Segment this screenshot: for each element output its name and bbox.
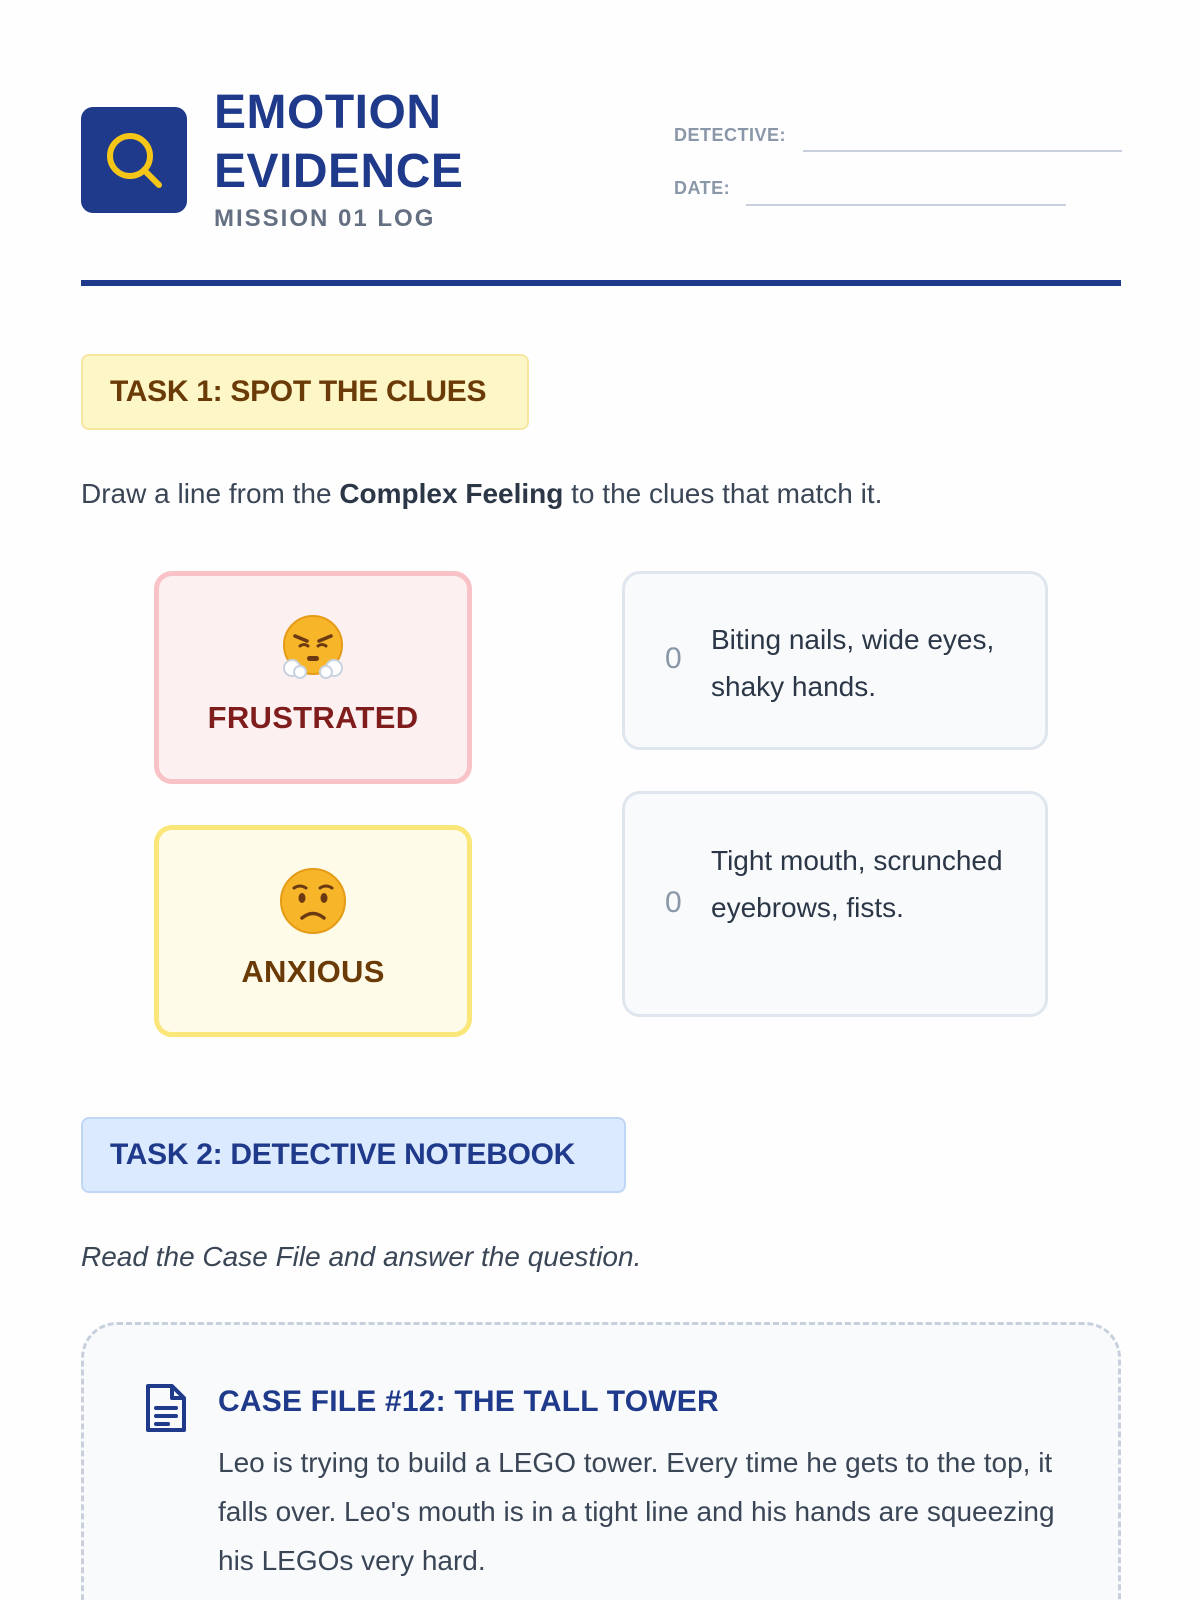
header-divider [81, 280, 1121, 286]
document-icon [144, 1382, 188, 1434]
clue-card-2[interactable] [622, 791, 1048, 1017]
page-title: EMOTION EVIDENCE [214, 86, 464, 198]
clue-card-1[interactable] [622, 571, 1048, 750]
feeling-label: ANXIOUS [241, 954, 385, 989]
detective-label: DETECTIVE: [674, 125, 787, 145]
date-label: DATE: [674, 178, 731, 198]
case-file-card [81, 1322, 1121, 1600]
task1-heading: TASK 1: SPOT THE CLUES [81, 354, 529, 430]
magnifying-glass-icon [103, 129, 165, 191]
clue-text: Biting nails, wide eyes, shaky hands. [711, 624, 995, 702]
clue-marker: 0 [665, 642, 682, 675]
feeling-card-frustrated[interactable] [154, 571, 472, 784]
clue-marker: 0 [665, 886, 682, 919]
task2-instruction: Read the Case File and answer the question. [81, 1241, 642, 1272]
case-file-title: CASE FILE #12: THE TALL TOWER [218, 1385, 719, 1418]
face-with-steam-icon [278, 612, 348, 682]
mission-subtitle: MISSION 01 LOG [214, 205, 436, 232]
feeling-card-anxious[interactable] [154, 825, 472, 1037]
task1-instruction: Draw a line from the Complex Feeling to the clues that match it. [81, 478, 883, 509]
worried-face-icon [278, 866, 348, 936]
logo-badge [81, 107, 187, 213]
clue-text: Tight mouth, scrunched eyebrows, fists. [711, 845, 1003, 923]
date-field[interactable] [746, 204, 1066, 206]
detective-field[interactable] [803, 150, 1122, 152]
task2-heading: TASK 2: DETECTIVE NOTEBOOK [81, 1117, 626, 1193]
case-file-body: Leo is trying to build a LEGO tower. Every time he gets to the top, it falls over. Leo's mouth is in a tight line and his hands are squeezing his LEGOs very hard. [218, 1447, 1055, 1576]
feeling-label: FRUSTRATED [207, 700, 419, 735]
